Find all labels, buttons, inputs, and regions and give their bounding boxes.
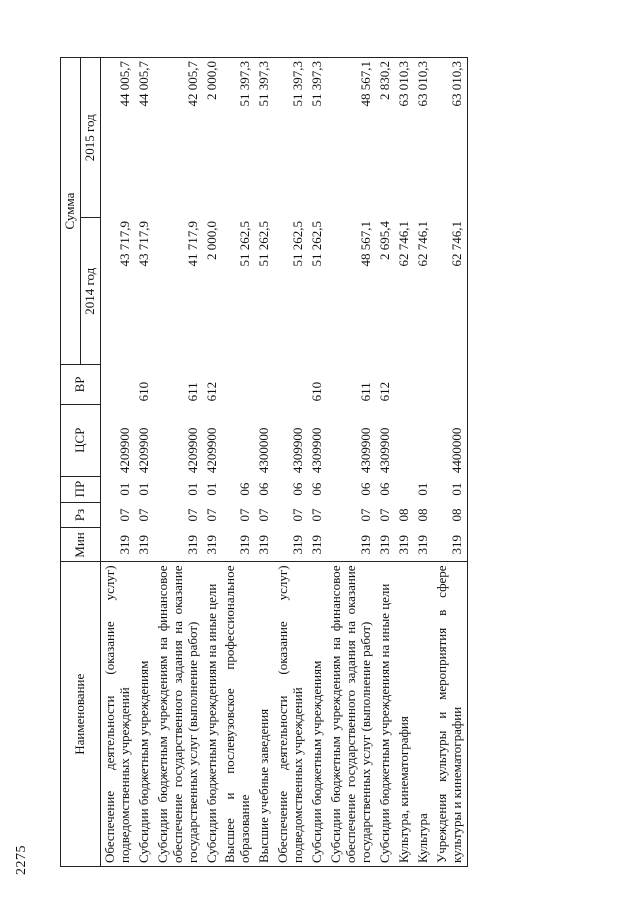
row-name: Субсидии бюджетным учреждениям на финансовое обеспечение государственного задания на оказание государственных услуг (выполнение работ) bbox=[154, 562, 203, 867]
row-rz: 07 bbox=[357, 508, 373, 522]
row-value-2014: 2 000,0 bbox=[203, 220, 219, 260]
row-min: 319 bbox=[395, 534, 411, 555]
row-csr: 4209900 bbox=[116, 427, 132, 474]
row-min: 319 bbox=[184, 534, 200, 555]
row-csr: 4209900 bbox=[203, 427, 219, 474]
row-value-2014: 62 746,1 bbox=[414, 220, 430, 267]
row-min: 319 bbox=[414, 534, 430, 555]
table-row bbox=[100, 58, 134, 867]
row-rz: 07 bbox=[237, 508, 253, 522]
row-value-2014: 48 567,1 bbox=[357, 220, 373, 267]
header-sum: Сумма bbox=[61, 58, 81, 365]
header-2015: 2015 год bbox=[80, 58, 100, 218]
row-pr: 01 bbox=[184, 482, 200, 496]
page-number: 2275 bbox=[14, 845, 29, 875]
row-pr: 06 bbox=[290, 482, 306, 496]
header-2014: 2014 год bbox=[80, 218, 100, 365]
row-rz: 07 bbox=[290, 508, 306, 522]
table-row bbox=[414, 58, 433, 867]
row-csr: 4309900 bbox=[357, 427, 373, 474]
row-min: 319 bbox=[237, 534, 253, 555]
row-vr bbox=[274, 365, 308, 405]
row-rz: 07 bbox=[184, 508, 200, 522]
table-row bbox=[376, 58, 395, 867]
row-pr: 01 bbox=[135, 482, 151, 496]
header-min: Мин bbox=[61, 528, 101, 562]
row-vr: 612 bbox=[203, 381, 219, 402]
row-value-2015: 63 010,3 bbox=[433, 58, 467, 218]
row-vr bbox=[414, 365, 433, 405]
row-value-2014: 62 746,1 bbox=[433, 218, 467, 365]
row-vr: 610 bbox=[309, 381, 325, 402]
row-value-2015: 51 397,3 bbox=[308, 58, 327, 218]
row-value-2015: 44 005,7 bbox=[100, 58, 134, 218]
row-rz: 07 bbox=[116, 508, 132, 522]
row-vr: 611 bbox=[357, 382, 373, 402]
row-csr: 4309900 bbox=[376, 427, 392, 474]
row-name: Субсидии бюджетным учреждениям bbox=[135, 562, 154, 867]
table-row bbox=[255, 58, 274, 867]
table-row bbox=[274, 58, 308, 867]
row-value-2014: 41 717,9 bbox=[184, 220, 200, 267]
row-value-2014: 51 262,5 bbox=[256, 220, 272, 267]
row-rz: 08 bbox=[395, 508, 411, 522]
header-csr: ЦСР bbox=[61, 404, 101, 476]
row-value-2015: 48 567,1 bbox=[327, 58, 376, 218]
table-row bbox=[135, 58, 154, 867]
row-rz: 08 bbox=[433, 502, 467, 528]
row-name: Субсидии бюджетным учреждениям на иные цели bbox=[376, 562, 395, 867]
row-min: 319 bbox=[357, 534, 373, 555]
row-rz: 08 bbox=[414, 508, 430, 522]
row-min: 319 bbox=[135, 534, 151, 555]
row-name: Высшее и послевузовское профессиональное образование bbox=[221, 562, 255, 867]
budget-table bbox=[60, 57, 468, 867]
row-csr bbox=[395, 404, 414, 476]
row-csr bbox=[221, 404, 255, 476]
row-value-2015: 63 010,3 bbox=[395, 58, 414, 218]
row-rz: 07 bbox=[376, 508, 392, 522]
row-rz: 07 bbox=[135, 508, 151, 522]
row-min: 319 bbox=[309, 534, 325, 555]
row-pr: 01 bbox=[414, 482, 430, 496]
row-value-2015: 51 397,3 bbox=[274, 58, 308, 218]
row-min: 319 bbox=[376, 534, 392, 555]
row-name: Обеспечение деятельности (оказание услуг) подведомственных учреждений bbox=[100, 562, 134, 867]
row-value-2015: 63 010,3 bbox=[414, 58, 433, 218]
row-value-2015: 44 005,7 bbox=[135, 58, 154, 218]
row-csr: 4309900 bbox=[290, 427, 306, 474]
row-name: Субсидии бюджетным учреждениям bbox=[308, 562, 327, 867]
table-row bbox=[203, 58, 222, 867]
row-pr: 06 bbox=[237, 482, 253, 496]
header-rz: Рз bbox=[61, 502, 101, 528]
row-rz: 07 bbox=[309, 508, 325, 522]
row-vr: 610 bbox=[135, 381, 151, 402]
row-min: 319 bbox=[116, 534, 132, 555]
row-pr: 06 bbox=[357, 482, 373, 496]
row-name: Субсидии бюджетным учреждениям на финансовое обеспечение государственного задания на оказание государственных услуг (выполнение работ) bbox=[327, 562, 376, 867]
row-value-2014: 2 695,4 bbox=[376, 220, 392, 260]
row-value-2015: 51 397,3 bbox=[255, 58, 274, 218]
table-row bbox=[221, 58, 255, 867]
header-row-1 bbox=[61, 58, 81, 867]
row-vr bbox=[255, 365, 274, 405]
row-pr: 01 bbox=[203, 482, 219, 496]
row-value-2014: 51 262,5 bbox=[290, 220, 306, 267]
row-pr: 01 bbox=[116, 482, 132, 496]
row-rz: 07 bbox=[256, 508, 272, 522]
row-vr bbox=[433, 365, 467, 405]
row-value-2015: 51 397,3 bbox=[221, 58, 255, 218]
row-csr: 4209900 bbox=[184, 427, 200, 474]
row-name: Обеспечение деятельности (оказание услуг) подведомственных учреждений bbox=[274, 562, 308, 867]
row-csr: 4209900 bbox=[135, 427, 151, 474]
row-pr: 06 bbox=[256, 482, 272, 496]
row-csr: 4300000 bbox=[256, 427, 272, 474]
row-name: Культура bbox=[414, 562, 433, 867]
row-pr: 01 bbox=[433, 476, 467, 502]
row-name: Высшие учебные заведения bbox=[255, 562, 274, 867]
table-row bbox=[327, 58, 376, 867]
row-vr: 611 bbox=[184, 382, 200, 402]
row-min: 319 bbox=[433, 528, 467, 562]
row-value-2014: 43 717,9 bbox=[116, 220, 132, 267]
row-min: 319 bbox=[290, 534, 306, 555]
row-vr bbox=[395, 365, 414, 405]
row-pr: 06 bbox=[309, 482, 325, 496]
row-value-2014: 51 262,5 bbox=[237, 220, 253, 267]
header-name: Наименование bbox=[61, 562, 101, 867]
row-vr bbox=[221, 365, 255, 405]
row-name: Учреждения культуры и мероприятия в сфере культуры и кинематографии bbox=[433, 562, 467, 867]
row-value-2015: 2 830,2 bbox=[376, 58, 395, 218]
row-value-2015: 2 000,0 bbox=[203, 58, 222, 218]
row-name: Культура, кинематография bbox=[395, 562, 414, 867]
row-csr: 4309900 bbox=[309, 427, 325, 474]
table-row bbox=[395, 58, 414, 867]
header-pr: ПР bbox=[61, 476, 101, 502]
row-csr bbox=[414, 404, 433, 476]
row-min: 319 bbox=[203, 534, 219, 555]
table-row bbox=[154, 58, 203, 867]
row-value-2014: 62 746,1 bbox=[395, 220, 411, 267]
row-csr: 4400000 bbox=[433, 404, 467, 476]
row-name: Субсидии бюджетным учреждениям на иные цели bbox=[203, 562, 222, 867]
row-value-2015: 42 005,7 bbox=[154, 58, 203, 218]
row-value-2014: 43 717,9 bbox=[135, 220, 151, 267]
table-row bbox=[308, 58, 327, 867]
row-min: 319 bbox=[256, 534, 272, 555]
row-pr bbox=[395, 476, 414, 502]
row-pr: 06 bbox=[376, 482, 392, 496]
table-row bbox=[433, 58, 467, 867]
row-value-2014: 51 262,5 bbox=[309, 220, 325, 267]
header-vr: ВР bbox=[61, 365, 101, 405]
row-vr: 612 bbox=[376, 381, 392, 402]
row-rz: 07 bbox=[203, 508, 219, 522]
row-vr bbox=[100, 365, 134, 405]
